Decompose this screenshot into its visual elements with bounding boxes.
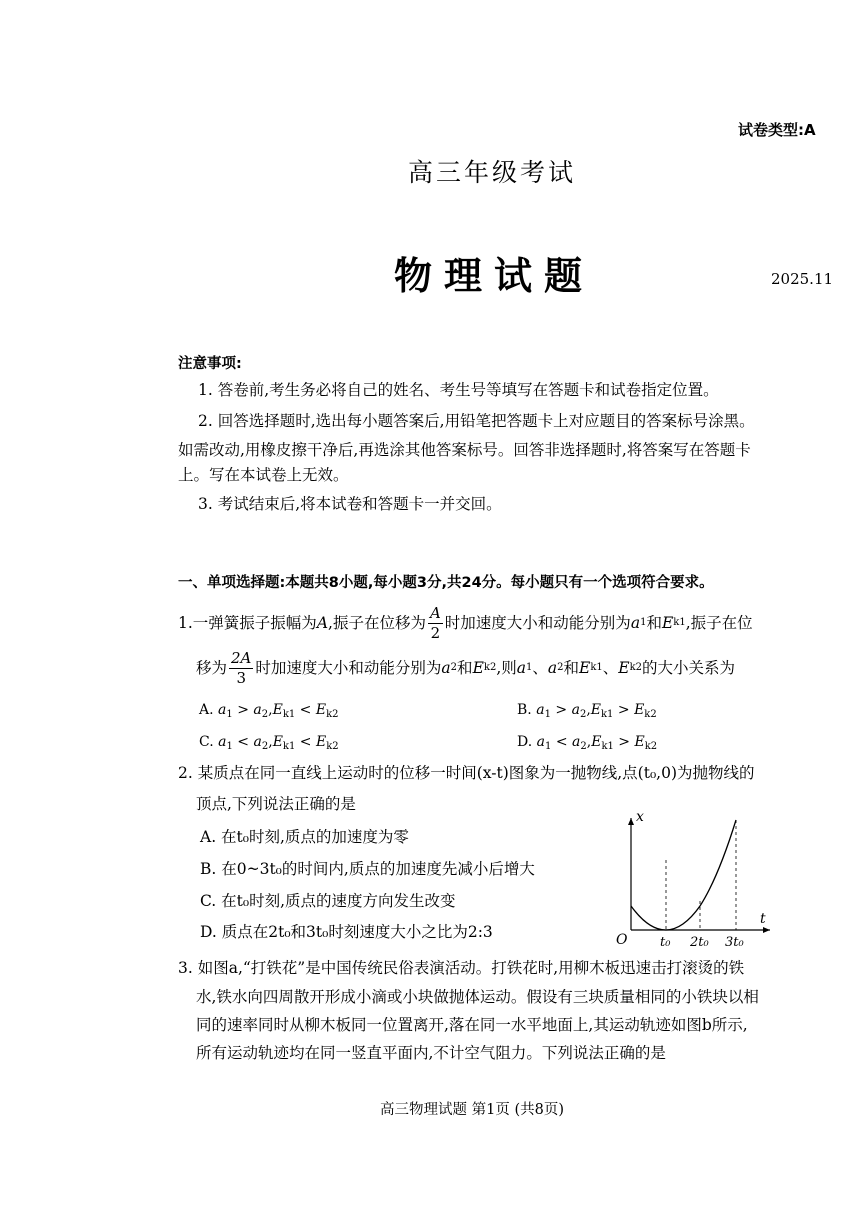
- q1-line-1: 1. 一弹簧振子振幅为 A ,振子在位移为 $\frac{A}{2}$ 时加速度大小和动能分别为 a 1 和 E k1 ,振子在位: [178, 603, 753, 642]
- section-1-heading: 一、单项选择题:本题共8小题,每小题3分,共24分。每小题只有一个选项符合要求。: [178, 575, 714, 591]
- q1-option-c: C. $a_1 < a_2,E_{k1} < E_{k2}$: [199, 734, 339, 752]
- notice-item-2-line-3: 上。写在本试卷上无效。: [178, 466, 349, 484]
- q2-line-1: 2. 某质点在同一直线上运动时的位移一时间(x-t)图象为一抛物线,点(t₀,0)为抛物线的: [178, 764, 755, 782]
- notice-item-2-line-1: 2. 回答选择题时,选出每小题答案后,用铅笔把答题卡上对应题目的答案标号涂黑。: [198, 412, 755, 430]
- q2-option-c: C. 在t₀时刻,质点的速度方向发生改变: [200, 892, 456, 910]
- q3-line-1: 3. 如图a,“打铁花”是中国传统民俗表演活动。打铁花时,用柳木板迅速击打滚烫的铁: [178, 959, 745, 977]
- q1-option-a: A. $a_1 > a_2,E_{k1} < E_{k2}$: [199, 702, 339, 720]
- q1-option-d: D. $a_1 < a_2,E_{k1} > E_{k2}$: [517, 734, 658, 752]
- notice-title: 注意事项:: [178, 356, 242, 372]
- q2-line-2: 顶点,下列说法正确的是: [196, 795, 356, 813]
- q3-line-2: 水,铁水向四周散开形成小滴或小块做抛体运动。假设有三块质量相同的小铁块以相: [196, 988, 759, 1006]
- q1-number: 1.: [178, 614, 193, 632]
- x-axis-label: t: [760, 911, 766, 927]
- tick-2t0: 2t₀: [690, 935, 709, 950]
- exam-date: 2025.11: [771, 270, 834, 288]
- t-axis-arrow-icon: [763, 927, 770, 933]
- notice-item-2-line-2: 如需改动,用橡皮擦干净后,再选涂其他答案标号。回答非选择题时,将答案写在答题卡: [178, 441, 751, 459]
- exam-name: 高三年级考试: [408, 158, 577, 187]
- page-footer: 高三物理试题 第1页 (共8页): [380, 1102, 564, 1118]
- x-axis-arrow-icon: [628, 818, 634, 825]
- paper-type: 试卷类型:A: [738, 121, 816, 139]
- q1-line-2: 移为 $\frac{2A}{3}$ 时加速度大小和动能分别为 a 2 和 E k2 ,则 a 1 、 a 2 和 E k1 、 E k2 的大小关系为: [196, 648, 736, 687]
- fraction-2a-over-3: $\frac{2A}{3}$: [231, 648, 252, 687]
- q1-option-b: B. $a_1 > a_2,E_{k1} > E_{k2}$: [517, 702, 657, 720]
- y-axis-label: x: [636, 809, 644, 825]
- notice-item-3: 3. 考试结束后,将本试卷和答题卡一并交回。: [198, 495, 502, 513]
- tick-3t0: 3t₀: [725, 935, 744, 950]
- q3-line-4: 所有运动轨迹均在同一竖直平面内,不计空气阻力。下列说法正确的是: [196, 1044, 666, 1062]
- q2-x-t-graph: [610, 808, 780, 950]
- q2-option-d: D. 质点在2t₀和3t₀时刻速度大小之比为2:3: [200, 923, 493, 941]
- parabola-curve: [631, 820, 736, 930]
- notice-item-1: 1. 答卷前,考生务必将自己的姓名、考生号等填写在答题卡和试卷指定位置。: [198, 381, 719, 399]
- q2-option-a: A. 在t₀时刻,质点的加速度为零: [200, 828, 409, 846]
- q3-line-3: 同的速率同时从柳木板同一位置离开,落在同一水平地面上,其运动轨迹如图b所示,: [196, 1016, 748, 1034]
- fraction-a-over-2: $\frac{A}{2}$: [429, 603, 441, 642]
- origin-label: O: [616, 932, 628, 948]
- tick-t0: t₀: [660, 935, 671, 950]
- subject-title: 物理试题: [394, 253, 595, 298]
- q2-option-b: B. 在0~3t₀的时间内,质点的加速度先减小后增大: [200, 860, 535, 878]
